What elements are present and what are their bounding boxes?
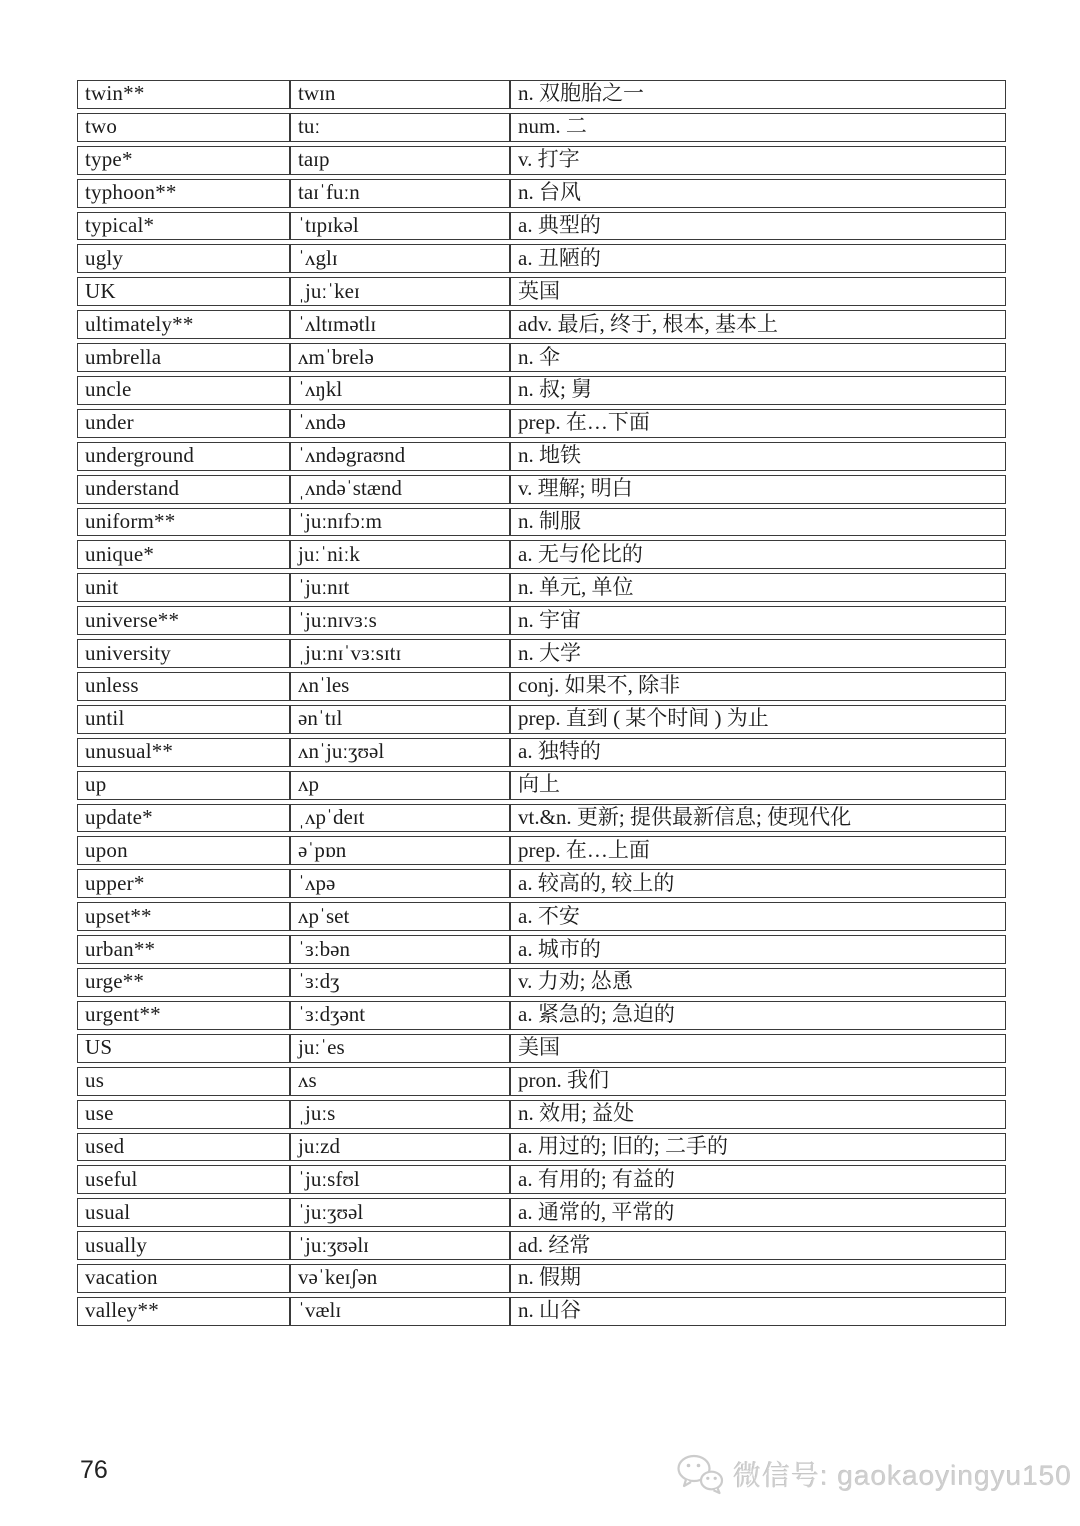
word-cell: under — [77, 409, 290, 438]
meaning-cell: n. 山谷 — [510, 1297, 1006, 1326]
meaning-cell: n. 效用; 益处 — [510, 1100, 1006, 1129]
ipa-cell: ˌʌpˈdeɪt — [290, 804, 510, 833]
meaning-cell: n. 单元, 单位 — [510, 573, 1006, 602]
table-row — [77, 1165, 1006, 1194]
table-row — [77, 705, 1006, 734]
table-row — [77, 1100, 1006, 1129]
table-row — [77, 1133, 1006, 1162]
ipa-cell: ʌs — [290, 1067, 510, 1096]
word-cell: ugly — [77, 244, 290, 273]
meaning-cell: v. 理解; 明白 — [510, 475, 1006, 504]
word-cell: unit — [77, 573, 290, 602]
table-row — [77, 475, 1006, 504]
meaning-cell: n. 地铁 — [510, 442, 1006, 471]
meaning-cell: n. 双胞胎之一 — [510, 80, 1006, 109]
table-row — [77, 540, 1006, 569]
meaning-cell: conj. 如果不, 除非 — [510, 672, 1006, 701]
table-row — [77, 804, 1006, 833]
ipa-cell: twɪn — [290, 80, 510, 109]
word-cell: usual — [77, 1198, 290, 1227]
table-row — [77, 639, 1006, 668]
table-row — [77, 1001, 1006, 1030]
table-row — [77, 902, 1006, 931]
meaning-cell: 英国 — [510, 277, 1006, 306]
ipa-cell: ʌpˈset — [290, 902, 510, 931]
meaning-cell: a. 城市的 — [510, 935, 1006, 964]
table-row — [77, 1297, 1006, 1326]
ipa-cell: taɪˈfuːn — [290, 179, 510, 208]
word-cell: underground — [77, 442, 290, 471]
meaning-cell: n. 大学 — [510, 639, 1006, 668]
meaning-cell: adv. 最后, 终于, 根本, 基本上 — [510, 310, 1006, 339]
word-cell: US — [77, 1034, 290, 1063]
table-row — [77, 836, 1006, 865]
vocab-table-body — [77, 80, 1006, 1326]
meaning-cell: a. 通常的, 平常的 — [510, 1198, 1006, 1227]
table-row — [77, 1067, 1006, 1096]
meaning-cell: a. 不安 — [510, 902, 1006, 931]
word-cell: useful — [77, 1165, 290, 1194]
meaning-cell: v. 打字 — [510, 146, 1006, 175]
meaning-cell: vt.&n. 更新; 提供最新信息; 使现代化 — [510, 804, 1006, 833]
ipa-cell: ənˈtɪl — [290, 705, 510, 734]
word-cell: update* — [77, 804, 290, 833]
ipa-cell: ˈʌndə — [290, 409, 510, 438]
vocab-table — [77, 76, 1006, 1330]
meaning-cell: a. 紧急的; 急迫的 — [510, 1001, 1006, 1030]
ipa-cell: ˈjuːnɪt — [290, 573, 510, 602]
word-cell: used — [77, 1133, 290, 1162]
meaning-cell: n. 伞 — [510, 343, 1006, 372]
word-cell: ultimately** — [77, 310, 290, 339]
ipa-cell: ˈɜːdʒ — [290, 968, 510, 997]
ipa-cell: ʌmˈbrelə — [290, 343, 510, 372]
word-cell: valley** — [77, 1297, 290, 1326]
word-cell: us — [77, 1067, 290, 1096]
table-row — [77, 738, 1006, 767]
word-cell: UK — [77, 277, 290, 306]
ipa-cell: ˈɜːdʒənt — [290, 1001, 510, 1030]
meaning-cell: n. 假期 — [510, 1264, 1006, 1293]
ipa-cell: əˈpɒn — [290, 836, 510, 865]
meaning-cell: n. 叔; 舅 — [510, 376, 1006, 405]
ipa-cell: ˈʌltɪmətlɪ — [290, 310, 510, 339]
meaning-cell: 向上 — [510, 771, 1006, 800]
meaning-cell: prep. 在…下面 — [510, 409, 1006, 438]
table-row — [77, 1231, 1006, 1260]
table-row — [77, 409, 1006, 438]
table-row — [77, 968, 1006, 997]
meaning-cell: a. 用过的; 旧的; 二手的 — [510, 1133, 1006, 1162]
ipa-cell: ˈvælɪ — [290, 1297, 510, 1326]
meaning-cell: n. 宇宙 — [510, 606, 1006, 635]
word-cell: uniform** — [77, 508, 290, 537]
meaning-cell: prep. 直到 ( 某个时间 ) 为止 — [510, 705, 1006, 734]
meaning-cell: a. 独特的 — [510, 738, 1006, 767]
ipa-cell: ˈtɪpɪkəl — [290, 212, 510, 241]
ipa-cell: ˌjuːˈkeɪ — [290, 277, 510, 306]
table-row — [77, 212, 1006, 241]
word-cell: type* — [77, 146, 290, 175]
word-cell: unless — [77, 672, 290, 701]
ipa-cell: ˌjuːs — [290, 1100, 510, 1129]
word-cell: upon — [77, 836, 290, 865]
table-row — [77, 508, 1006, 537]
meaning-cell: num. 二 — [510, 113, 1006, 142]
ipa-cell: ˈɜːbən — [290, 935, 510, 964]
ipa-cell: juːˈniːk — [290, 540, 510, 569]
table-row — [77, 80, 1006, 109]
word-cell: up — [77, 771, 290, 800]
word-cell: use — [77, 1100, 290, 1129]
ipa-cell: ˌjuːnɪˈvɜːsɪtɪ — [290, 639, 510, 668]
meaning-cell: 美国 — [510, 1034, 1006, 1063]
word-cell: urgent** — [77, 1001, 290, 1030]
table-row — [77, 244, 1006, 273]
ipa-cell: tuː — [290, 113, 510, 142]
watermark — [676, 1448, 1072, 1500]
table-row — [77, 672, 1006, 701]
word-cell: typhoon** — [77, 179, 290, 208]
word-cell: typical* — [77, 212, 290, 241]
ipa-cell: vəˈkeɪʃən — [290, 1264, 510, 1293]
word-cell: unique* — [77, 540, 290, 569]
ipa-cell: ˌʌndəˈstænd — [290, 475, 510, 504]
word-cell: urge** — [77, 968, 290, 997]
word-cell: understand — [77, 475, 290, 504]
meaning-cell: a. 较高的, 较上的 — [510, 869, 1006, 898]
table-row — [77, 179, 1006, 208]
table-row — [77, 376, 1006, 405]
ipa-cell: ˈʌpə — [290, 869, 510, 898]
ipa-cell: juːˈes — [290, 1034, 510, 1063]
table-row — [77, 606, 1006, 635]
word-cell: upset** — [77, 902, 290, 931]
ipa-cell: ˈjuːnɪvɜːs — [290, 606, 510, 635]
ipa-cell: ʌp — [290, 771, 510, 800]
watermark-text: 微信号: gaokaoyingyu150 — [733, 1460, 1073, 1491]
word-cell: two — [77, 113, 290, 142]
meaning-cell: a. 丑陋的 — [510, 244, 1006, 273]
meaning-cell: a. 有用的; 有益的 — [510, 1165, 1006, 1194]
word-cell: uncle — [77, 376, 290, 405]
table-row — [77, 343, 1006, 372]
word-cell: university — [77, 639, 290, 668]
table-row — [77, 935, 1006, 964]
ipa-cell: ˈjuːʒʊəl — [290, 1198, 510, 1227]
ipa-cell: ˈjuːsfʊl — [290, 1165, 510, 1194]
ipa-cell: ˈjuːnɪfɔːm — [290, 508, 510, 537]
table-row — [77, 310, 1006, 339]
meaning-cell: a. 无与伦比的 — [510, 540, 1006, 569]
word-cell: usually — [77, 1231, 290, 1260]
meaning-cell: ad. 经常 — [510, 1231, 1006, 1260]
table-row — [77, 146, 1006, 175]
ipa-cell: juːzd — [290, 1133, 510, 1162]
ipa-cell: ˈʌglɪ — [290, 244, 510, 273]
ipa-cell: ˈjuːʒʊəlɪ — [290, 1231, 510, 1260]
table-row — [77, 277, 1006, 306]
ipa-cell: ˈʌndəgraʊnd — [290, 442, 510, 471]
meaning-cell: v. 力劝; 怂恿 — [510, 968, 1006, 997]
meaning-cell: prep. 在…上面 — [510, 836, 1006, 865]
ipa-cell: ʌnˈles — [290, 672, 510, 701]
meaning-cell: n. 制服 — [510, 508, 1006, 537]
table-row — [77, 1034, 1006, 1063]
word-cell: universe** — [77, 606, 290, 635]
wechat-icon — [676, 1453, 724, 1495]
table-row — [77, 442, 1006, 471]
meaning-cell: pron. 我们 — [510, 1067, 1006, 1096]
table-row — [77, 771, 1006, 800]
ipa-cell: ˈʌŋkl — [290, 376, 510, 405]
table-row — [77, 573, 1006, 602]
page-number: 76 — [80, 1456, 108, 1484]
word-cell: umbrella — [77, 343, 290, 372]
ipa-cell: taɪp — [290, 146, 510, 175]
meaning-cell: n. 台风 — [510, 179, 1006, 208]
word-cell: twin** — [77, 80, 290, 109]
table-row — [77, 1198, 1006, 1227]
table-row — [77, 113, 1006, 142]
table-row — [77, 1264, 1006, 1293]
word-cell: urban** — [77, 935, 290, 964]
word-cell: unusual** — [77, 738, 290, 767]
ipa-cell: ʌnˈjuːʒʊəl — [290, 738, 510, 767]
table-row — [77, 869, 1006, 898]
meaning-cell: a. 典型的 — [510, 212, 1006, 241]
word-cell: until — [77, 705, 290, 734]
word-cell: upper* — [77, 869, 290, 898]
word-cell: vacation — [77, 1264, 290, 1293]
